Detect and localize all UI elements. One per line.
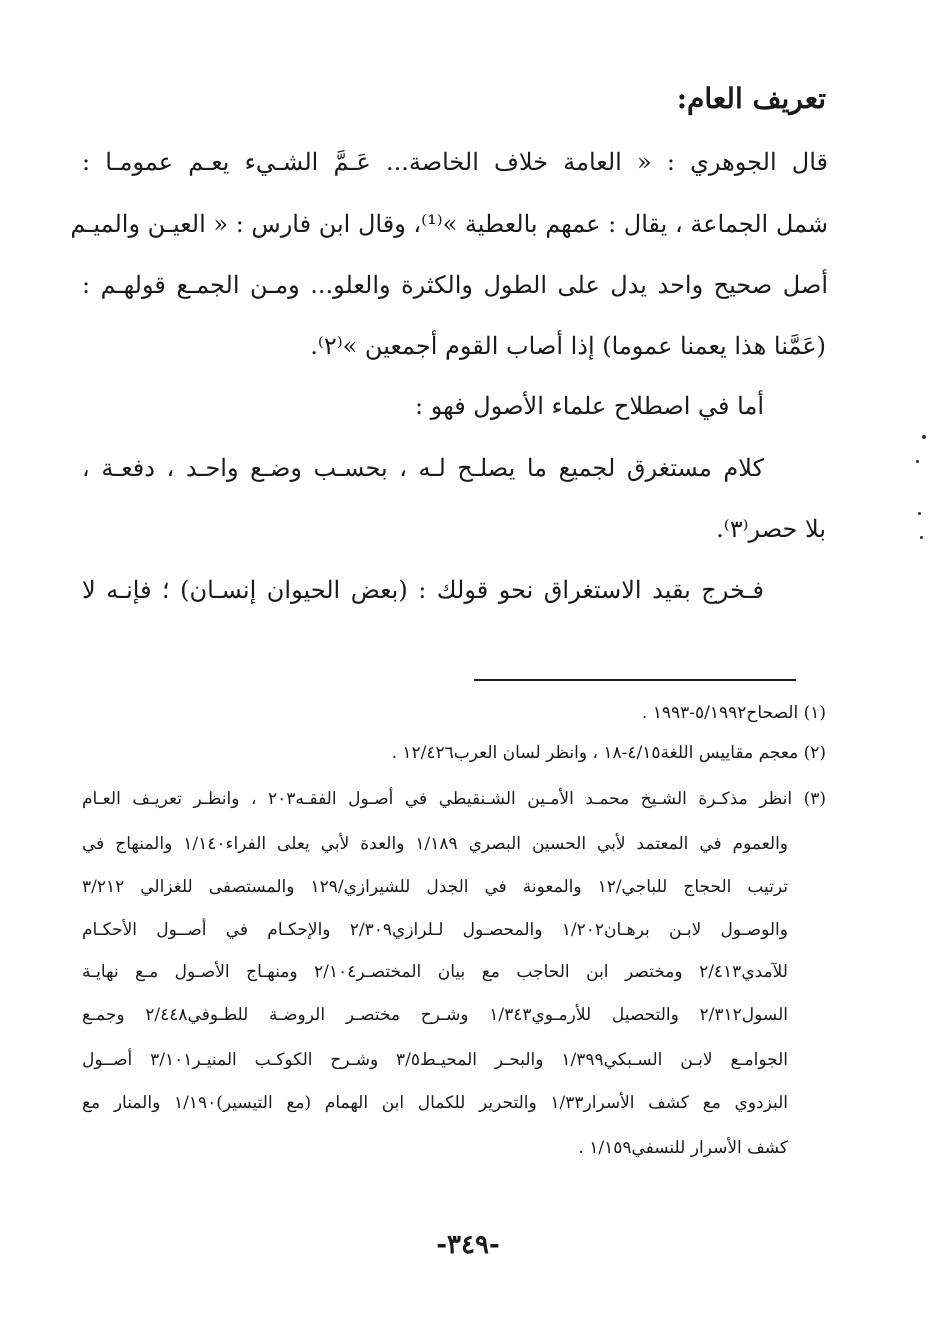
footnote-3-line-3: ترتيب الحجاج للباجي/١٢ والمعونة في الجدل للشيرازي/١٢٩ والمستصفى للغزالي ٣/٢١٢ — [82, 877, 789, 897]
scan-speck — [920, 536, 923, 539]
scan-speck — [918, 512, 921, 515]
footnote-3-line-9: كشف الأسرار للنسفي١/١٥٩ . — [578, 1138, 788, 1158]
body-line-6: كلام مستغرق لجميع ما يصلـح لـه ، بحسـب وضـع واحـد ، دفعـة ، — [82, 454, 764, 482]
body-line-8: فـخرج بقيد الاستغراق نحو قولك : (بعض الحيوان إنسـان) ؛ فإنـه لا — [82, 576, 764, 604]
footnote-3-line-2: والعموم في المعتمد لأبي الحسين البصري ١/١٨٩ والعدة لأبي يعلى الفراء١/١٤٠ والمنهاج في — [82, 834, 789, 854]
footnote-2: (٢) معجم مقاييس اللغة٤/١٥-١٨ ، وانظر لسان العرب١٢/٤٢٦ . — [391, 743, 826, 763]
footnote-3-line-1: (٣) انظر مذكـرة الشـيخ محمـد الأمـين الشـنقيطي في أصـول الفقـه٢٠٣ ، وانظـر تعريـف العـام — [82, 789, 827, 809]
body-line-3: أصل صحيح واحد يدل على الطول والكثرة والعلو... ومـن الجمـع قولهـم : — [82, 271, 828, 299]
footnote-1: (١) الصحاح٥/١٩٩٢-١٩٩٣ . — [641, 703, 826, 723]
footnote-3-line-6: السول٢/٣١٢ والتحصيل للأرمـوي١/٣٤٣ وشـرح مختصـر الروضـة للطـوفي٢/٤٤٨ وجمـع — [82, 1005, 788, 1025]
section-heading: تعريف العام: — [676, 82, 826, 115]
scan-speck — [922, 435, 926, 439]
footnote-3-line-8: البزدوي مع كشف الأسرار١/٣٣ والتحرير للكمال ابن الهمام (مع التيسير)١/١٩٠ والمنار مع — [82, 1093, 789, 1113]
body-line-1: قال الجوهري : « العامة خلاف الخاصة... عَـمَّ الشـيء يعـم عمومـا : — [82, 148, 828, 176]
body-line-2: شمل الجماعة ، يقال : عمهم بالعطية »⁽¹⁾، وقال ابن فارس : « العيـن والميـم — [70, 210, 828, 238]
body-line-7: بلا حصر⁽٣⁾. — [716, 515, 826, 543]
page-number: -٣٤٩- — [436, 1230, 500, 1260]
footnote-3-line-5: للآمدي٢/٤١٣ ومختصر ابن الحاجب مع بيان المختصـر٢/١٠٤ ومنهـاج الأصـول مـع نهايـة — [82, 962, 788, 982]
footnote-3-line-7: الجوامـع لابـن السـبكي١/٣٩٩ والبحـر المحيـط٣/٥ وشـرح الكوكـب المنيـر٣/١٠١ أصــول — [82, 1050, 788, 1070]
body-line-4: (عَمَّنا هذا يعمنا عموما) إذا أصاب القوم أجمعين »⁽٢⁾. — [310, 332, 826, 360]
footnote-3-line-4: والوصـول لابـن برهـان١/٢٠٢ والمحصـول لـلرازي٢/٣٠٩ والإحكـام في أصــول الأحكـام — [82, 920, 788, 940]
footnote-separator — [474, 679, 796, 681]
body-line-5: أما في اصطلاح علماء الأصول فهو : — [415, 392, 764, 420]
scan-speck — [916, 460, 919, 463]
